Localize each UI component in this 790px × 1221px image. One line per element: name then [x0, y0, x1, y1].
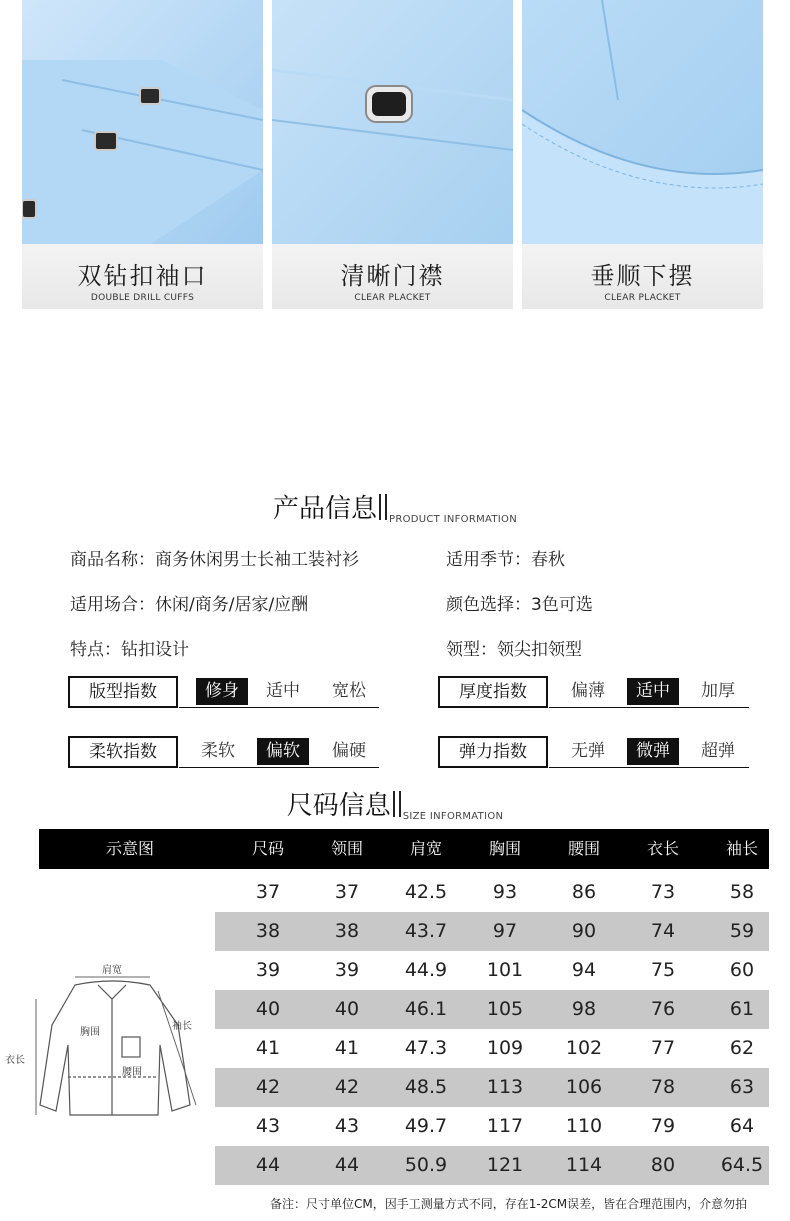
index-option: 偏软 — [257, 738, 309, 765]
table-cell: 90 — [571, 920, 597, 942]
header-cell: 领围 — [330, 839, 363, 858]
feature-title: 垂顺下摆 — [590, 262, 695, 290]
size-note: 备注：尺寸单位CM，因手工测量方式不同，存在1-2CM误差，皆在合理范围内，介意勿拍 — [270, 1197, 748, 1211]
title-divider — [379, 494, 387, 520]
table-cell: 93 — [492, 881, 518, 903]
table-row — [215, 912, 769, 951]
table-row — [215, 1146, 769, 1185]
table-cell: 44 — [255, 1154, 281, 1176]
table-cell: 41 — [334, 1037, 360, 1059]
table-row — [215, 873, 769, 912]
table-row — [215, 951, 769, 990]
header-cell: 衣长 — [646, 839, 679, 858]
table-cell: 78 — [650, 1076, 676, 1098]
table-cell: 94 — [571, 959, 597, 981]
table-cell: 43 — [334, 1115, 360, 1137]
table-cell: 58 — [729, 881, 755, 903]
cuff-photo — [22, 0, 263, 244]
table-cell: 41 — [255, 1037, 281, 1059]
feature-card-cuffs — [22, 0, 263, 309]
table-cell: 110 — [565, 1115, 603, 1137]
table-cell: 42 — [334, 1076, 360, 1098]
diagram-label-length: 衣长 — [5, 1055, 25, 1066]
index-option: 无弹 — [571, 741, 605, 761]
table-cell: 73 — [650, 881, 676, 903]
product-occasion: 适用场合：休闲/商务/居家/应酬 — [70, 595, 309, 615]
table-cell: 39 — [334, 959, 360, 981]
table-cell: 44 — [334, 1154, 360, 1176]
table-cell: 43 — [255, 1115, 281, 1137]
table-cell: 114 — [565, 1154, 603, 1176]
table-cell: 75 — [650, 959, 676, 981]
product-season: 适用季节：春秋 — [446, 550, 565, 570]
table-cell: 44.9 — [404, 959, 448, 981]
table-cell: 74 — [650, 920, 676, 942]
table-cell: 80 — [650, 1154, 676, 1176]
shirt-outline-icon — [0, 955, 215, 1125]
header-cell: 袖长 — [725, 839, 758, 858]
table-cell: 40 — [334, 998, 360, 1020]
size-table-header — [39, 829, 769, 869]
table-cell: 62 — [729, 1037, 755, 1059]
index-option: 超弹 — [701, 741, 735, 761]
feature-title: 清晰门襟 — [340, 262, 445, 290]
index-option: 加厚 — [701, 681, 735, 701]
index-label: 弹力指数 — [438, 736, 548, 768]
table-cell: 49.7 — [404, 1115, 448, 1137]
product-name: 商品名称：商务休闲男士长袖工装衬衫 — [70, 550, 359, 570]
index-option: 适中 — [266, 681, 300, 701]
header-cell: 示意图 — [105, 839, 154, 858]
hem-photo — [522, 0, 763, 244]
table-row — [215, 990, 769, 1029]
index-option: 柔软 — [201, 741, 235, 761]
table-cell: 106 — [565, 1076, 603, 1098]
product-collar: 领型：领尖扣领型 — [446, 640, 582, 660]
index-label: 版型指数 — [68, 676, 178, 708]
feature-subtitle: CLEAR PLACKET — [604, 293, 681, 303]
table-cell: 40 — [255, 998, 281, 1020]
table-cell: 47.3 — [404, 1037, 448, 1059]
table-cell: 60 — [729, 959, 755, 981]
table-cell: 97 — [492, 920, 518, 942]
table-cell: 37 — [334, 881, 360, 903]
feature-card-hem — [522, 0, 763, 309]
placket-photo — [272, 0, 513, 244]
table-cell: 42 — [255, 1076, 281, 1098]
table-cell: 64.5 — [720, 1154, 764, 1176]
table-row — [215, 1107, 769, 1146]
feature-subtitle: DOUBLE DRILL CUFFS — [90, 293, 195, 303]
diagram-label-sleeve: 袖长 — [172, 1021, 192, 1032]
table-cell: 117 — [486, 1115, 524, 1137]
table-row — [215, 1068, 769, 1107]
table-cell: 64 — [729, 1115, 755, 1137]
table-cell: 43.7 — [404, 920, 448, 942]
table-cell: 42.5 — [404, 881, 448, 903]
section-title-cn: 产品信息 — [273, 494, 378, 524]
header-cell: 胸围 — [488, 839, 521, 858]
table-cell: 61 — [729, 998, 755, 1020]
table-cell: 86 — [571, 881, 597, 903]
product-info-title — [0, 488, 790, 525]
index-option: 修身 — [196, 678, 248, 705]
table-cell: 105 — [486, 998, 524, 1020]
table-cell: 98 — [571, 998, 597, 1020]
table-cell: 76 — [650, 998, 676, 1020]
section-title-en: SIZE INFORMATION — [402, 811, 504, 822]
index-option: 偏薄 — [571, 681, 605, 701]
table-cell: 101 — [486, 959, 524, 981]
diagram-label-shoulder: 肩宽 — [102, 965, 122, 976]
size-info-title — [0, 785, 790, 822]
section-title-en: PRODUCT INFORMATION — [389, 514, 517, 525]
product-colors: 颜色选择：3色可选 — [446, 595, 593, 615]
table-cell: 63 — [729, 1076, 755, 1098]
size-diagram — [0, 955, 215, 1105]
table-cell: 38 — [255, 920, 281, 942]
table-cell: 59 — [729, 920, 755, 942]
feature-title: 双钻扣袖口 — [77, 262, 208, 290]
feature-card-placket — [272, 0, 513, 309]
feature-subtitle: CLEAR PLACKET — [354, 293, 431, 303]
table-cell: 46.1 — [404, 998, 448, 1020]
table-cell: 79 — [650, 1115, 676, 1137]
header-cell: 尺码 — [251, 839, 284, 858]
index-option: 宽松 — [332, 681, 366, 701]
index-option: 适中 — [627, 678, 679, 705]
table-cell: 48.5 — [404, 1076, 448, 1098]
table-row — [215, 1029, 769, 1068]
table-cell: 113 — [486, 1076, 524, 1098]
index-label: 厚度指数 — [438, 676, 548, 708]
table-cell: 50.9 — [404, 1154, 448, 1176]
table-cell: 39 — [255, 959, 281, 981]
index-label: 柔软指数 — [68, 736, 178, 768]
index-option: 偏硬 — [332, 741, 366, 761]
section-title-cn: 尺码信息 — [286, 791, 391, 821]
table-cell: 38 — [334, 920, 360, 942]
header-cell: 腰围 — [567, 839, 600, 858]
diagram-label-chest: 胸围 — [80, 1027, 100, 1038]
diagram-label-waist: 腰围 — [122, 1067, 142, 1078]
table-cell: 102 — [565, 1037, 603, 1059]
product-feature: 特点：钻扣设计 — [70, 640, 189, 660]
table-cell: 109 — [486, 1037, 524, 1059]
header-cell: 肩宽 — [409, 839, 442, 858]
table-cell: 37 — [255, 881, 281, 903]
title-divider — [393, 791, 401, 817]
table-cell: 121 — [486, 1154, 524, 1176]
index-option: 微弹 — [627, 738, 679, 765]
table-cell: 77 — [650, 1037, 676, 1059]
